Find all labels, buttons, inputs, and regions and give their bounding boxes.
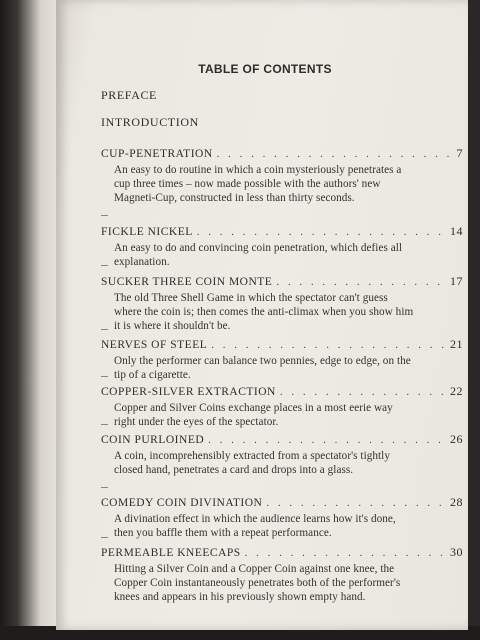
divider — [101, 329, 108, 330]
toc-entry-page: 14 — [450, 224, 463, 238]
toc-entry-title: NERVES OF STEEL — [101, 339, 208, 351]
toc-entry-page: 22 — [450, 384, 463, 398]
book-spine-shadow — [0, 0, 58, 640]
toc-entry-description: An easy to do and convincing coin penetration, which defies all explanation. — [114, 242, 403, 269]
toc-entry-title: SUCKER THREE COIN MONTE — [101, 276, 273, 288]
toc-entry-fickle-nickel — [101, 224, 463, 269]
toc-entry-title: COIN PURLOINED — [101, 434, 205, 446]
toc-entry-description: Copper and Silver Coins exchange places in a most eerie way right under the eyes of the spectator. — [114, 402, 393, 429]
toc-entry-page: 21 — [450, 337, 463, 351]
toc-entry-title: FICKLE NICKEL — [101, 226, 193, 238]
toc-entry-description: Only the performer can balance two pennies, edge to edge, on the tip of a cigarette. — [114, 355, 411, 382]
toc-entry-sucker-three-coin-monte — [101, 274, 463, 334]
leader-dots — [217, 147, 453, 162]
toc-entry-page: 30 — [450, 545, 463, 559]
toc-entry-title: COPPER-SILVER EXTRACTION — [101, 386, 276, 398]
toc-entry-page: 28 — [450, 495, 463, 509]
leader-dots — [211, 338, 446, 353]
toc-entry-coin-purloined — [101, 432, 463, 477]
leader-dots — [276, 275, 446, 290]
toc-entry-title: COMEDY COIN DIVINATION — [101, 497, 263, 509]
toc-entry-page: 26 — [450, 432, 463, 446]
toc-preface: PREFACE — [101, 88, 157, 102]
toc-entry-permeable-kneecaps — [101, 545, 463, 605]
toc-entry-title: CUP-PENETRATION — [101, 148, 213, 160]
toc-entry-description: The old Three Shell Game in which the spectator can't guess where the coin is; then comes the anti-climax when you show him it is where it shouldn't be. — [114, 292, 414, 333]
toc-introduction: INTRODUCTION — [101, 115, 199, 129]
divider — [101, 537, 108, 538]
toc-entry-description: A divination effect in which the audience learns how it's done, then you baffle them with a repeat performance. — [114, 513, 396, 540]
book-page — [56, 0, 468, 630]
toc-entry-cup-penetration — [101, 146, 463, 206]
toc-entry-nerves-of-steel — [101, 337, 463, 382]
toc-entry-description: An easy to do routine in which a coin mysteriously penetrates a cup three times – now made possible with the authors' new Magneti-Cup, constructed in less than thirty seconds. — [114, 164, 402, 205]
toc-entry-description: A coin, incomprehensibly extracted from a spectator's tightly closed hand, penetrates a card and drops into a glass. — [114, 450, 390, 477]
divider — [101, 487, 108, 488]
toc-entry-title: PERMEABLE KNEECAPS — [101, 547, 241, 559]
toc-entry-description: Hitting a Silver Coin and a Copper Coin against one knee, the Copper Coin instantaneously penetrates both of the performer's knees and appears in his previously shown empty hand. — [114, 563, 401, 604]
leader-dots — [245, 546, 446, 561]
leader-dots — [266, 496, 446, 511]
leader-dots — [208, 433, 446, 448]
divider — [101, 424, 108, 425]
divider — [101, 376, 108, 377]
leader-dots — [280, 385, 446, 400]
page-title: TABLE OF CONTENTS — [198, 62, 332, 76]
toc-entry-copper-silver-extraction — [101, 384, 463, 429]
divider — [101, 215, 108, 216]
toc-entry-page: 7 — [456, 146, 463, 160]
leader-dots — [197, 225, 446, 240]
toc-entry-page: 17 — [450, 274, 463, 288]
toc-entry-comedy-coin-divination — [101, 495, 463, 540]
divider — [101, 265, 108, 266]
